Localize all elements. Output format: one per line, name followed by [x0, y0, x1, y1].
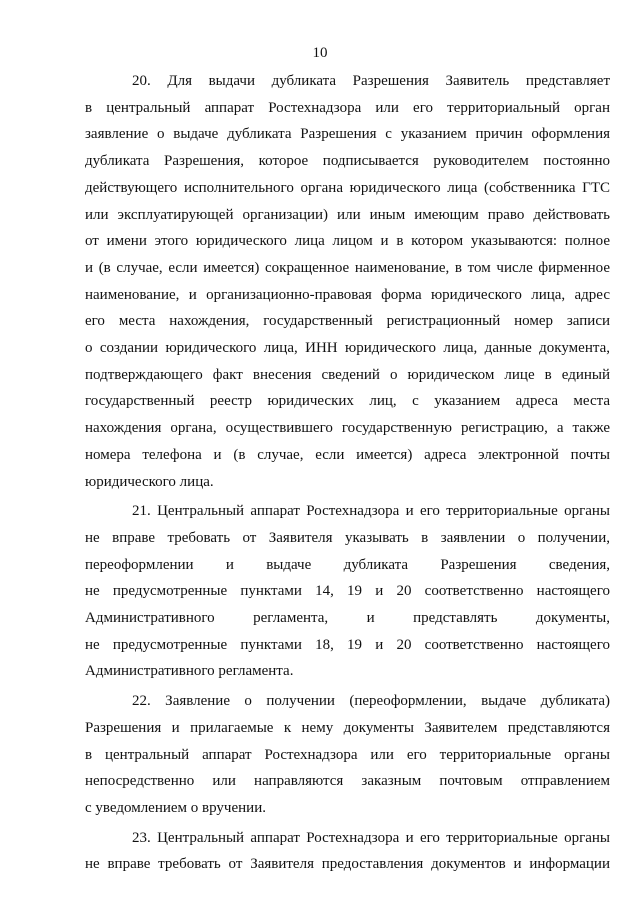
text-line: о создании юридического лица, ИНН юридического лица, данные документа,: [85, 340, 610, 357]
text-line: государственный реестр юридических лиц, с указанием адреса места: [85, 393, 610, 410]
text-line: заявление о выдаче дубликата Разрешения с указанием причин оформления: [85, 126, 610, 143]
text-line: 22. Заявление о получении (переоформлении, выдаче дубликата): [132, 693, 610, 710]
text-line: юридического лица.: [85, 473, 214, 490]
page-number: 10: [312, 45, 328, 61]
text-line: Административного регламента, и представлять документы,: [85, 610, 610, 627]
text-line: с уведомлением о вручении.: [85, 799, 266, 816]
text-line: номера телефона и (в случае, если имеется) адреса электронной почты: [85, 446, 610, 463]
paragraph-20: [85, 68, 610, 495]
text-line: 23. Центральный аппарат Ростехнадзора и его территориальные органы: [132, 829, 610, 846]
text-line: или эксплуатирующей организации) или иным имеющим право действовать: [85, 206, 610, 223]
text-line: в центральный аппарат Ростехнадзора или его территориальный орган: [85, 99, 610, 116]
text-line: подтверждающего факт внесения сведений о юридическом лице в единый: [85, 366, 610, 383]
paragraph-23: [85, 825, 610, 878]
text-line: не вправе требовать от Заявителя указывать в заявлении о получении,: [85, 529, 610, 546]
text-line: дубликата Разрешения, которое подписывается руководителем постоянно: [85, 153, 610, 170]
text-line: непосредственно или направляются заказным почтовым отправлением: [85, 773, 610, 790]
document-body: [85, 68, 610, 878]
text-line: наименование, и организационно-правовая форма юридического лица, адрес: [85, 286, 610, 303]
text-line: переоформлении и выдаче дубликата Разрешения сведения,: [85, 556, 610, 573]
text-line: от имени этого юридического лица лицом и в котором указываются: полное: [85, 233, 610, 250]
text-line: 20. Для выдачи дубликата Разрешения Заявитель представляет: [132, 73, 610, 89]
text-line: 21. Центральный аппарат Ростехнадзора и его территориальные органы: [132, 503, 610, 520]
text-line: не предусмотренные пунктами 14, 19 и 20 соответственно настоящего: [85, 583, 610, 600]
text-line: действующего исполнительного органа юридического лица (собственника ГТС: [85, 179, 610, 196]
text-line: в центральный аппарат Ростехнадзора или его территориальные органы: [85, 746, 610, 763]
text-line: и (в случае, если имеется) сокращенное наименование, в том числе фирменное: [85, 259, 610, 276]
text-line: его места нахождения, государственный регистрационный номер записи: [85, 313, 610, 330]
text-line: нахождения органа, осуществившего государственную регистрацию, а также: [85, 420, 610, 437]
text-line: Разрешения и прилагаемые к нему документы Заявителем представляются: [85, 719, 610, 736]
text-line: не вправе требовать от Заявителя предоставления документов и информации: [85, 856, 610, 873]
text-line: не предусмотренные пунктами 18, 19 и 20 соответственно настоящего: [85, 636, 610, 653]
text-line: Административного регламента.: [85, 663, 294, 680]
paragraph-22: [85, 688, 610, 822]
paragraph-21: [85, 498, 610, 685]
